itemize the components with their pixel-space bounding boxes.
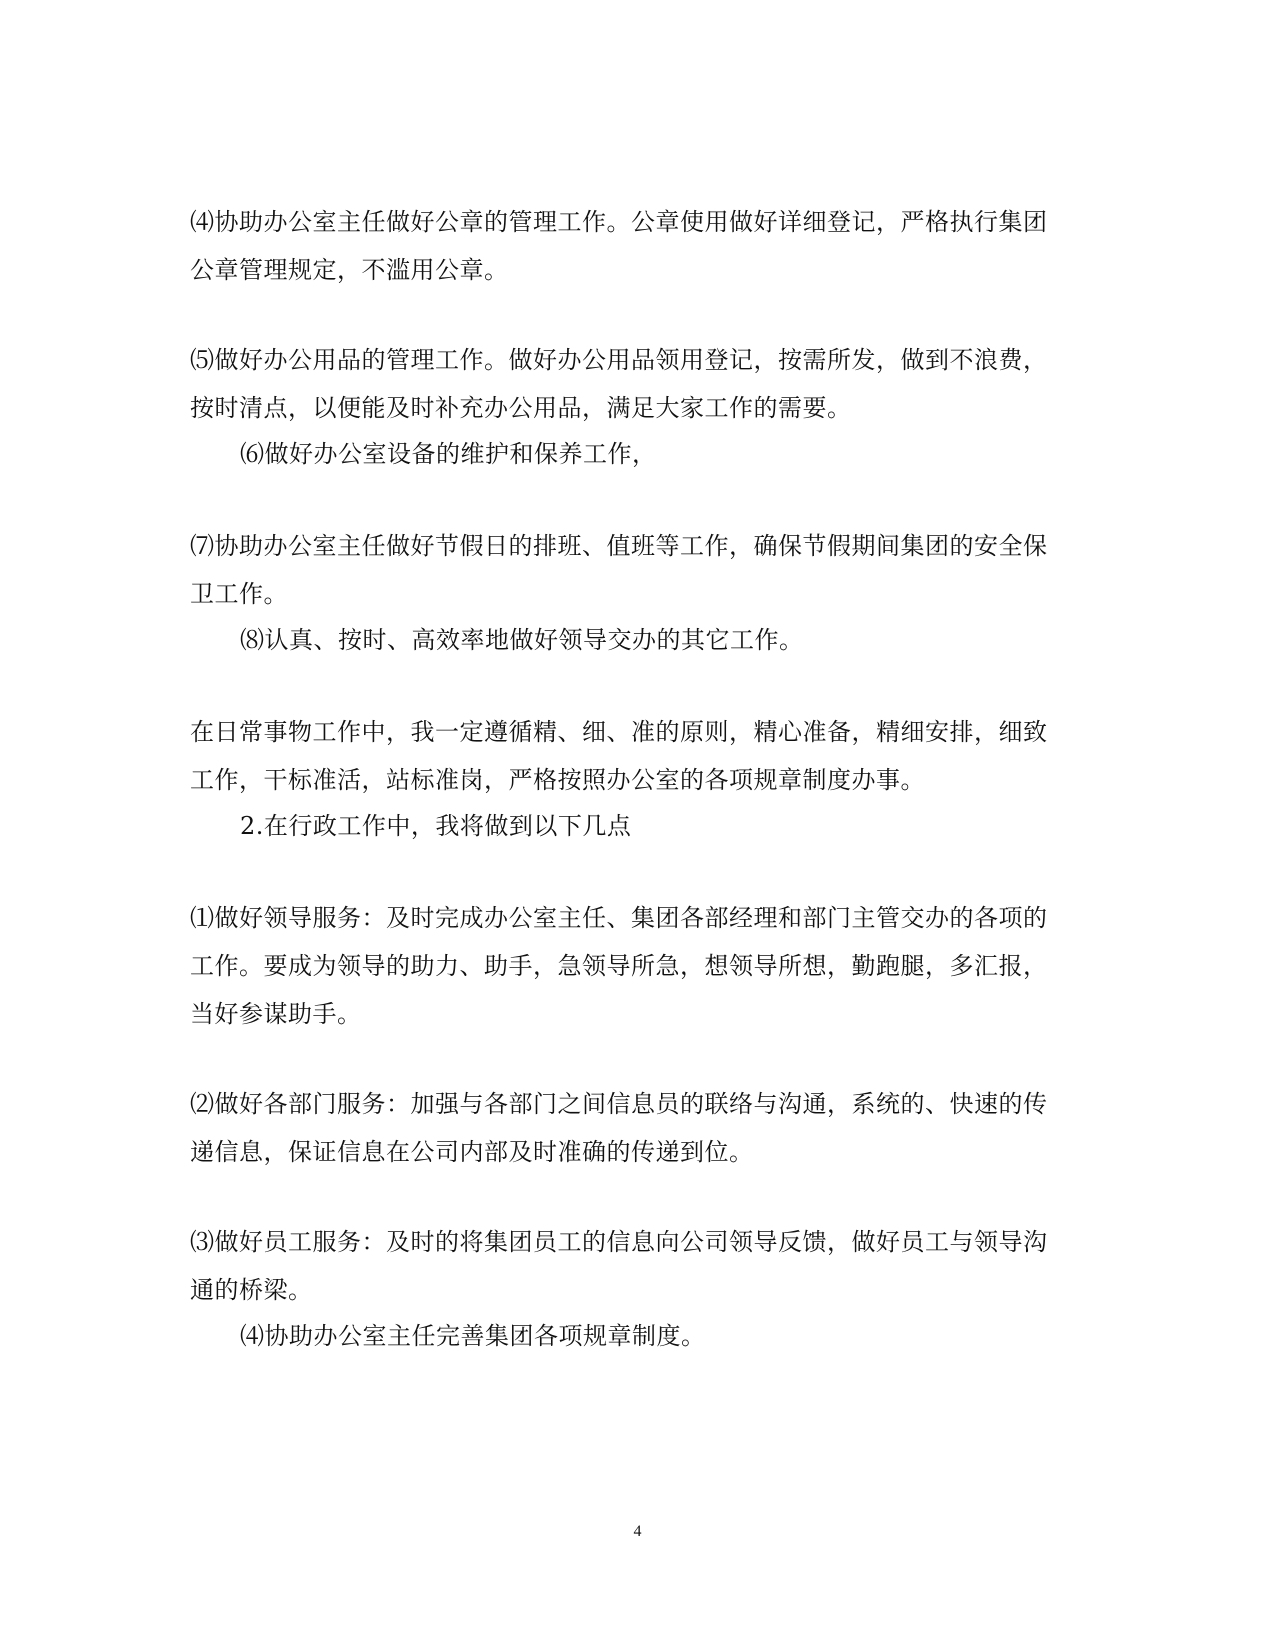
text-line: 通的桥梁。 bbox=[190, 1276, 313, 1304]
text-line: 工作，干标准活，站标准岗，严格按照办公室的各项规章制度办事。 bbox=[190, 766, 925, 794]
text-line: ⑷协助办公室主任完善集团各项规章制度。 bbox=[240, 1322, 706, 1350]
paragraph-department-service bbox=[190, 1080, 1090, 1176]
paragraph-seal-management bbox=[190, 198, 1090, 294]
text-line: ⑴做好领导服务：及时完成办公室主任、集团各部经理和部门主管交办的各项的 bbox=[190, 904, 1048, 932]
text-line: ⑺协助办公室主任做好节假日的排班、值班等工作，确保节假期间集团的安全保 bbox=[190, 532, 1048, 560]
paragraph-equipment-maintenance bbox=[190, 430, 1090, 478]
text-line: 按时清点，以便能及时补充办公用品，满足大家工作的需要。 bbox=[190, 394, 852, 422]
text-line: ⑶做好员工服务：及时的将集团员工的信息向公司领导反馈，做好员工与领导沟 bbox=[190, 1228, 1048, 1256]
paragraph-rules-improvement bbox=[190, 1312, 1090, 1360]
page-number: 4 bbox=[633, 1523, 642, 1540]
paragraph-office-supplies bbox=[190, 336, 1090, 432]
text-line: ⑵做好各部门服务：加强与各部门之间信息员的联络与沟通，系统的、快速的传 bbox=[190, 1090, 1048, 1118]
section-heading-administrative-work bbox=[190, 802, 1090, 850]
text-line: 公章管理规定，不滥用公章。 bbox=[190, 256, 509, 284]
paragraph-holiday-scheduling bbox=[190, 522, 1090, 618]
text-line: ⑸做好办公用品的管理工作。做好办公用品领用登记，按需所发，做到不浪费， bbox=[190, 346, 1048, 374]
paragraph-other-tasks bbox=[190, 616, 1090, 664]
text-line: ⑹做好办公室设备的维护和保养工作， bbox=[240, 440, 657, 468]
text-line: ⑷协助办公室主任做好公章的管理工作。公章使用做好详细登记，严格执行集团 bbox=[190, 208, 1048, 236]
text-line: 2.在行政工作中，我将做到以下几点 bbox=[240, 812, 632, 840]
paragraph-leadership-service bbox=[190, 894, 1090, 1038]
text-line: 递信息，保证信息在公司内部及时准确的传递到位。 bbox=[190, 1138, 754, 1166]
text-line: 卫工作。 bbox=[190, 580, 288, 608]
text-line: ⑻认真、按时、高效率地做好领导交办的其它工作。 bbox=[240, 626, 804, 654]
text-line: 工作。要成为领导的助力、助手，急领导所急，想领导所想，勤跑腿，多汇报， bbox=[190, 952, 1048, 980]
text-line: 当好参谋助手。 bbox=[190, 1000, 362, 1028]
paragraph-daily-affairs bbox=[190, 708, 1090, 804]
paragraph-employee-service bbox=[190, 1218, 1090, 1314]
text-line: 在日常事物工作中，我一定遵循精、细、准的原则，精心准备，精细安排，细致 bbox=[190, 718, 1048, 746]
